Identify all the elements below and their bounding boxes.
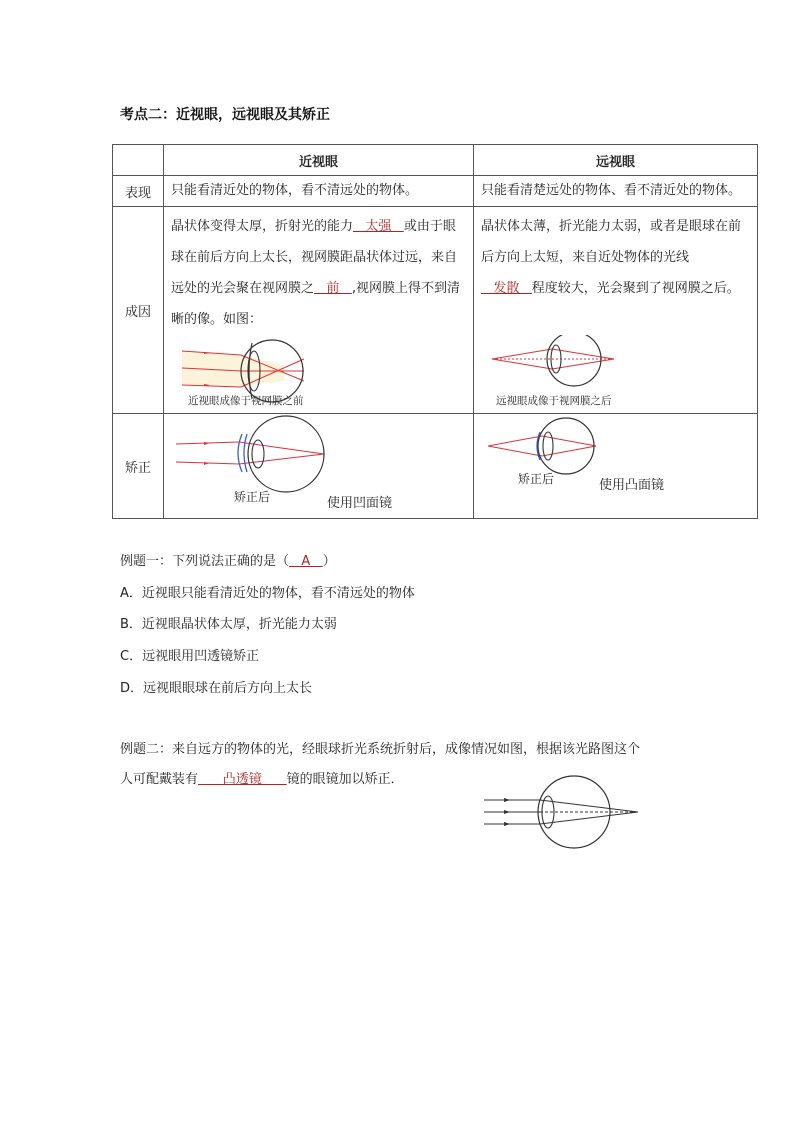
hyperopia-correction-lens: 使用凸面镜 [599, 478, 665, 493]
cause-far-text-1: 晶状体太薄，折光能力太弱，或者是眼球在前后方向上太短，来自近处物体的光线 [481, 219, 742, 265]
hyperopia-correction-caption: 矫正后 [518, 472, 555, 486]
example2-eye-diagram [480, 770, 650, 850]
answer-fasan: 发散 [481, 281, 532, 296]
cause-far-text-2: 程度较大，光会聚到了视网膜之后。 [531, 281, 740, 296]
myopia-symptom: 只能看清近处的物体，看不清远处的物体。 [171, 183, 419, 198]
cause-text-2: 或由于眼球在前后方向上太长，视网膜距晶状体过远，来自远处的光会聚在视网膜之 [171, 219, 458, 296]
row-label-correction: 矫正 [113, 414, 164, 519]
row-label-symptom: 表现 [113, 176, 164, 207]
answer-qian: 前 [314, 281, 352, 296]
example1-close: ） [322, 554, 336, 569]
myopia-diagram [164, 335, 473, 413]
table-row-symptom [113, 176, 758, 207]
option-b: B．近视眼晶状体太厚，折光能力太弱 [120, 617, 337, 632]
comparison-table [112, 144, 758, 519]
table-row-cause [113, 207, 758, 414]
example1-stem [120, 550, 336, 569]
myopia-cause-caption: 近视眼成像于视网膜之前 [188, 395, 304, 407]
example1-text: 例题一：下列说法正确的是（ [120, 554, 290, 569]
myopia-correction-caption: 矫正后 [234, 490, 271, 504]
option-a: A．近视眼只能看清近处的物体，看不清远处的物体 [120, 586, 415, 601]
header-hyperopia: 远视眼 [474, 145, 758, 176]
header-empty [113, 145, 164, 176]
answer-taiqiang: 太强 [353, 219, 404, 234]
myopia-correction-diagram [164, 414, 473, 518]
hyperopia-diagram [474, 335, 757, 413]
example2-post: 镜的眼镜加以矫正． [286, 772, 404, 787]
cause-text-1: 晶状体变得太厚，折射光的能力 [171, 219, 354, 234]
example2-line1: 例题二：来自远方的物体的光，经眼球折光系统折射后，成像情况如图，根据该光路图这个 [120, 742, 641, 757]
example2-pre: 人可配戴装有 [120, 772, 199, 787]
example2-answer: 凸透镜 [198, 772, 287, 787]
example2-line2 [120, 768, 404, 787]
myopia-correction-svg [164, 414, 474, 518]
example1-answer: A [289, 554, 323, 569]
myopia-cause-text [164, 207, 473, 335]
section-title: 考点二：近视眼，远视眼及其矫正 [120, 107, 330, 123]
myopia-correction-lens: 使用凹面镜 [327, 496, 393, 511]
option-d: D．远视眼眼球在前后方向上太长 [120, 681, 313, 696]
hyperopia-correction-svg [474, 414, 758, 518]
table-row-correction [113, 414, 758, 519]
hyperopia-correction-diagram [474, 414, 757, 518]
hyperopia-cause-text [474, 207, 757, 335]
row-label-cause: 成因 [113, 207, 164, 414]
hyperopia-symptom: 只能看清楚远处的物体、看不清近处的物体。 [481, 183, 742, 198]
option-c: C．远视眼用凹透镜矫正 [120, 649, 260, 664]
hyperopia-cause-caption: 远视眼成像于视网膜之后 [496, 395, 612, 407]
header-myopia: 近视眼 [164, 145, 474, 176]
table-header-row [113, 145, 758, 176]
cause-text-3: ,视网膜上得不到清晰的像。如图： [171, 281, 460, 327]
